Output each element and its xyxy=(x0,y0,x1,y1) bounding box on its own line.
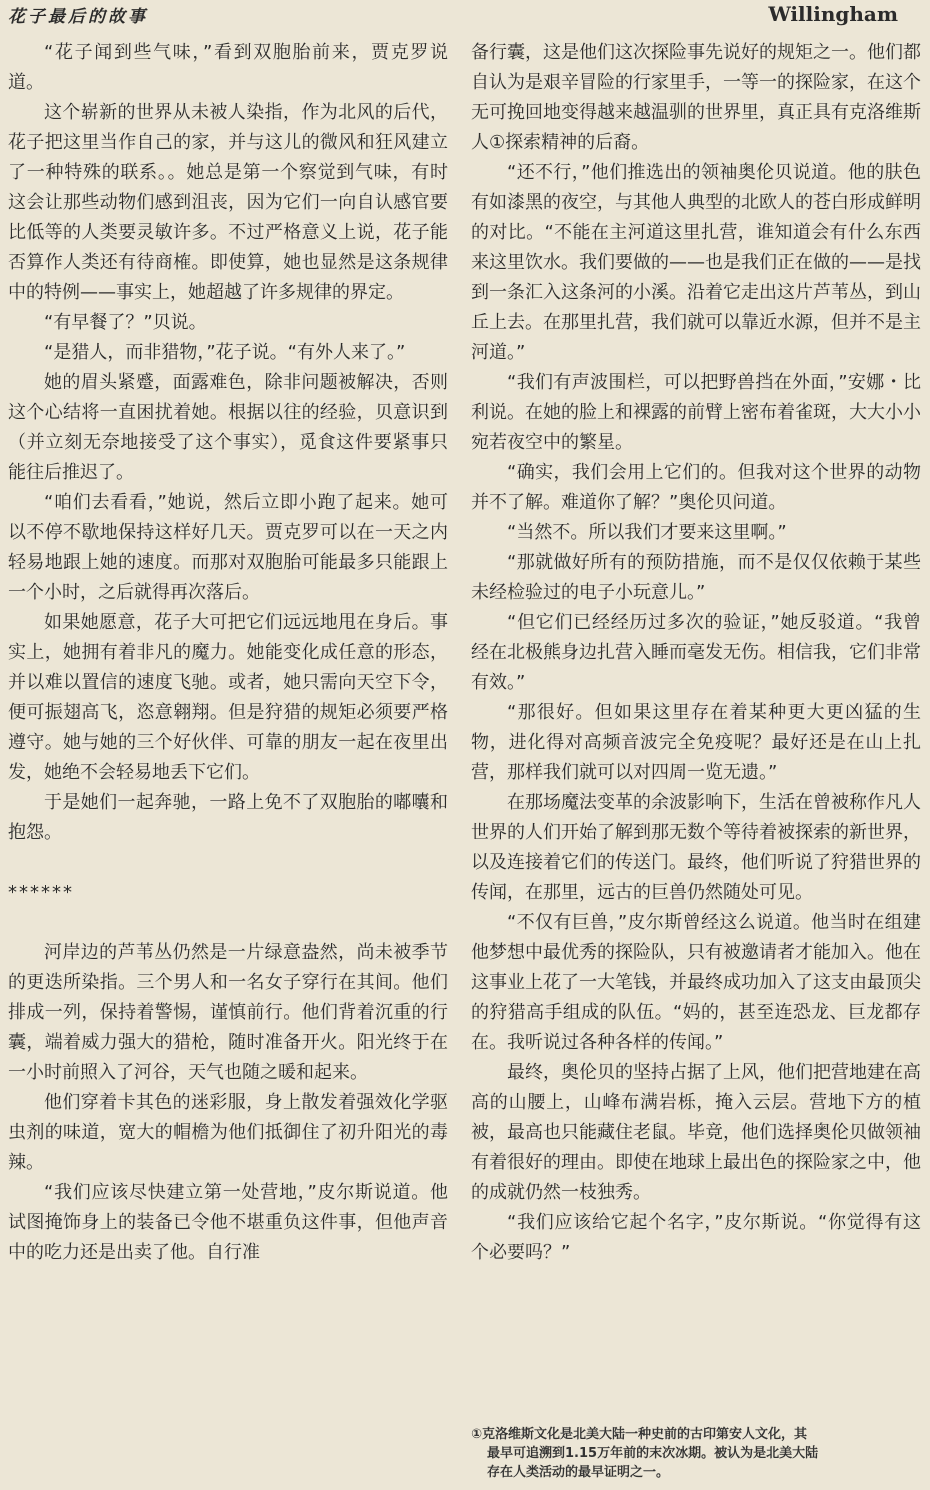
running-header-title: 花子最后的故事 xyxy=(8,7,148,27)
paragraph: 在那场魔法变革的余波影响下，生活在曾被称作凡人世界的人们开始了解到那无数个等待着被探索的新世界，以及连接着它们的传送门。最终，他们听说了狩猎世界的传闻，在那里，远古的巨兽仍然随处可见。 xyxy=(471,792,921,903)
paragraph: “还不行，”他们推选出的领袖奥伦贝说道。他的肤色有如漆黑的夜空，与其他人典型的北欧人的苍白形成鲜明的对比。“不能在主河道这里扎营，谁知道会有什么东西来这里饮水。我们要做的——也是我们正在做的——是找到一条汇入这条河的小溪。沿着它走出这片芦苇丛，到山丘上去。在那里扎营，我们就可以靠近水源，但并不是主河道。” xyxy=(471,162,921,363)
paragraph: “咱们去看看，”她说，然后立即小跑了起来。她可以不停不歇地保持这样好几天。贾克罗可以在一天之内轻易地跟上她的速度。而那对双胞胎可能最多只能跟上一个小时，之后就得再次落后。 xyxy=(8,492,448,603)
paragraph: “那就做好所有的预防措施，而不是仅仅依赖于某些未经检验过的电子小玩意儿。” xyxy=(471,552,921,603)
paragraph: “我们有声波围栏，可以把野兽挡在外面，”安娜・比利说。在她的脸上和裸露的前臂上密布着雀斑，大大小小宛若夜空中的繁星。 xyxy=(471,372,921,453)
footnote-line: ①克洛维斯文化是北美大陆一种史前的古印第安人文化，其 xyxy=(471,1427,808,1442)
footnote-line: 存在人类活动的最早证明之一。 xyxy=(487,1465,670,1480)
running-header-author: Willingham xyxy=(768,2,898,26)
footnote xyxy=(471,1425,911,1482)
section-separator: ****** xyxy=(8,882,74,903)
paragraph: “我们应该尽快建立第一处营地，”皮尔斯说道。他试图掩饰身上的装备已令他不堪重负这件事，但他声音中的吃力还是出卖了他。自行准 xyxy=(8,1182,448,1263)
paragraph: “不仅有巨兽，”皮尔斯曾经这么说道。他当时在组建他梦想中最优秀的探险队，只有被邀请者才能加入。他在这事业上花了一大笔钱，并最终成功加入了这支由最顶尖的狩猎高手组成的队伍。“妈的，甚至连恐龙、巨龙都存在。我听说过各种各样的传闻。” xyxy=(471,912,921,1053)
paragraph: “花子闻到些气味，”看到双胞胎前来，贾克罗说道。 xyxy=(8,42,448,93)
paragraph: 河岸边的芦苇丛仍然是一片绿意盎然，尚未被季节的更迭所染指。三个男人和一名女子穿行在其间。他们排成一列，保持着警惕，谨慎前行。他们背着沉重的行囊，端着威力强大的猎枪，随时准备开火。阳光终于在一小时前照入了河谷，天气也随之暖和起来。 xyxy=(8,942,448,1083)
paragraph: “当然不。所以我们才要来这里啊。” xyxy=(507,522,787,543)
paragraph: 她的眉头紧蹙，面露难色，除非问题被解决，否则这个心结将一直困扰着她。根据以往的经验，贝意识到（并立刻无奈地接受了这个事实），觅食这件要紧事只能往后推迟了。 xyxy=(8,372,448,483)
paragraph: 备行囊，这是他们这次探险事先说好的规矩之一。他们都自认为是艰辛冒险的行家里手，一等一的探险家，在这个无可挽回地变得越来越温驯的世界里，真正具有克洛维斯人①探索精神的后裔。 xyxy=(471,42,921,153)
footnote-line: 最早可追溯到1.15万年前的末次冰期。被认为是北美大陆 xyxy=(487,1446,819,1461)
paragraph: 这个崭新的世界从未被人染指，作为北风的后代，花子把这里当作自己的家，并与这儿的微风和狂风建立了一种特殊的联系。。她总是第一个察觉到气味，有时这会让那些动物们感到沮丧，因为它们一向自认感官要比低等的人类要灵敏许多。不过严格意义上说，花子能否算作人类还有待商榷。即使算，她也显然是这条规律中的特例——事实上，她超越了许多规律的界定。 xyxy=(8,102,448,303)
right-column xyxy=(471,38,921,1268)
paragraph: “那很好。但如果这里存在着某种更大更凶猛的生物，进化得对高频音波完全免疫呢？最好还是在山上扎营，那样我们就可以对四周一览无遗。” xyxy=(471,702,921,783)
paragraph: “但它们已经经历过多次的验证，”她反驳道。“我曾经在北极熊身边扎营入睡而毫发无伤。相信我，它们非常有效。” xyxy=(471,612,921,693)
paragraph: “有早餐了？”贝说。 xyxy=(44,312,207,333)
paragraph: “我们应该给它起个名字，”皮尔斯说。“你觉得有这个必要吗？” xyxy=(471,1212,921,1263)
left-column xyxy=(8,38,448,1268)
paragraph: 于是她们一起奔驰，一路上免不了双胞胎的嘟囔和抱怨。 xyxy=(8,792,448,843)
paragraph: 他们穿着卡其色的迷彩服，身上散发着强效化学驱虫剂的味道，宽大的帽檐为他们抵御住了初升阳光的毒辣。 xyxy=(8,1092,448,1173)
paragraph: “是猎人，而非猎物，”花子说。“有外人来了。” xyxy=(44,342,406,363)
paragraph: 最终，奥伦贝的坚持占据了上风，他们把营地建在高高的山腰上，山峰布满岩栎，掩入云层。营地下方的植被，最高也只能藏住老鼠。毕竟，他们选择奥伦贝做领袖有着很好的理由。即使在地球上最出色的探险家之中，他的成就仍然一枝独秀。 xyxy=(471,1062,921,1203)
paragraph: 如果她愿意，花子大可把它们远远地甩在身后。事实上，她拥有着非凡的魔力。她能变化成任意的形态，并以难以置信的速度飞驰。或者，她只需向天空下令，便可振翅高飞，恣意翱翔。但是狩猎的规矩必须要严格遵守。她与她的三个好伙伴、可靠的朋友一起在夜里出发，她绝不会轻易地丢下它们。 xyxy=(8,612,448,783)
paragraph: “确实，我们会用上它们的。但我对这个世界的动物并不了解。难道你了解？”奥伦贝问道。 xyxy=(471,462,921,513)
